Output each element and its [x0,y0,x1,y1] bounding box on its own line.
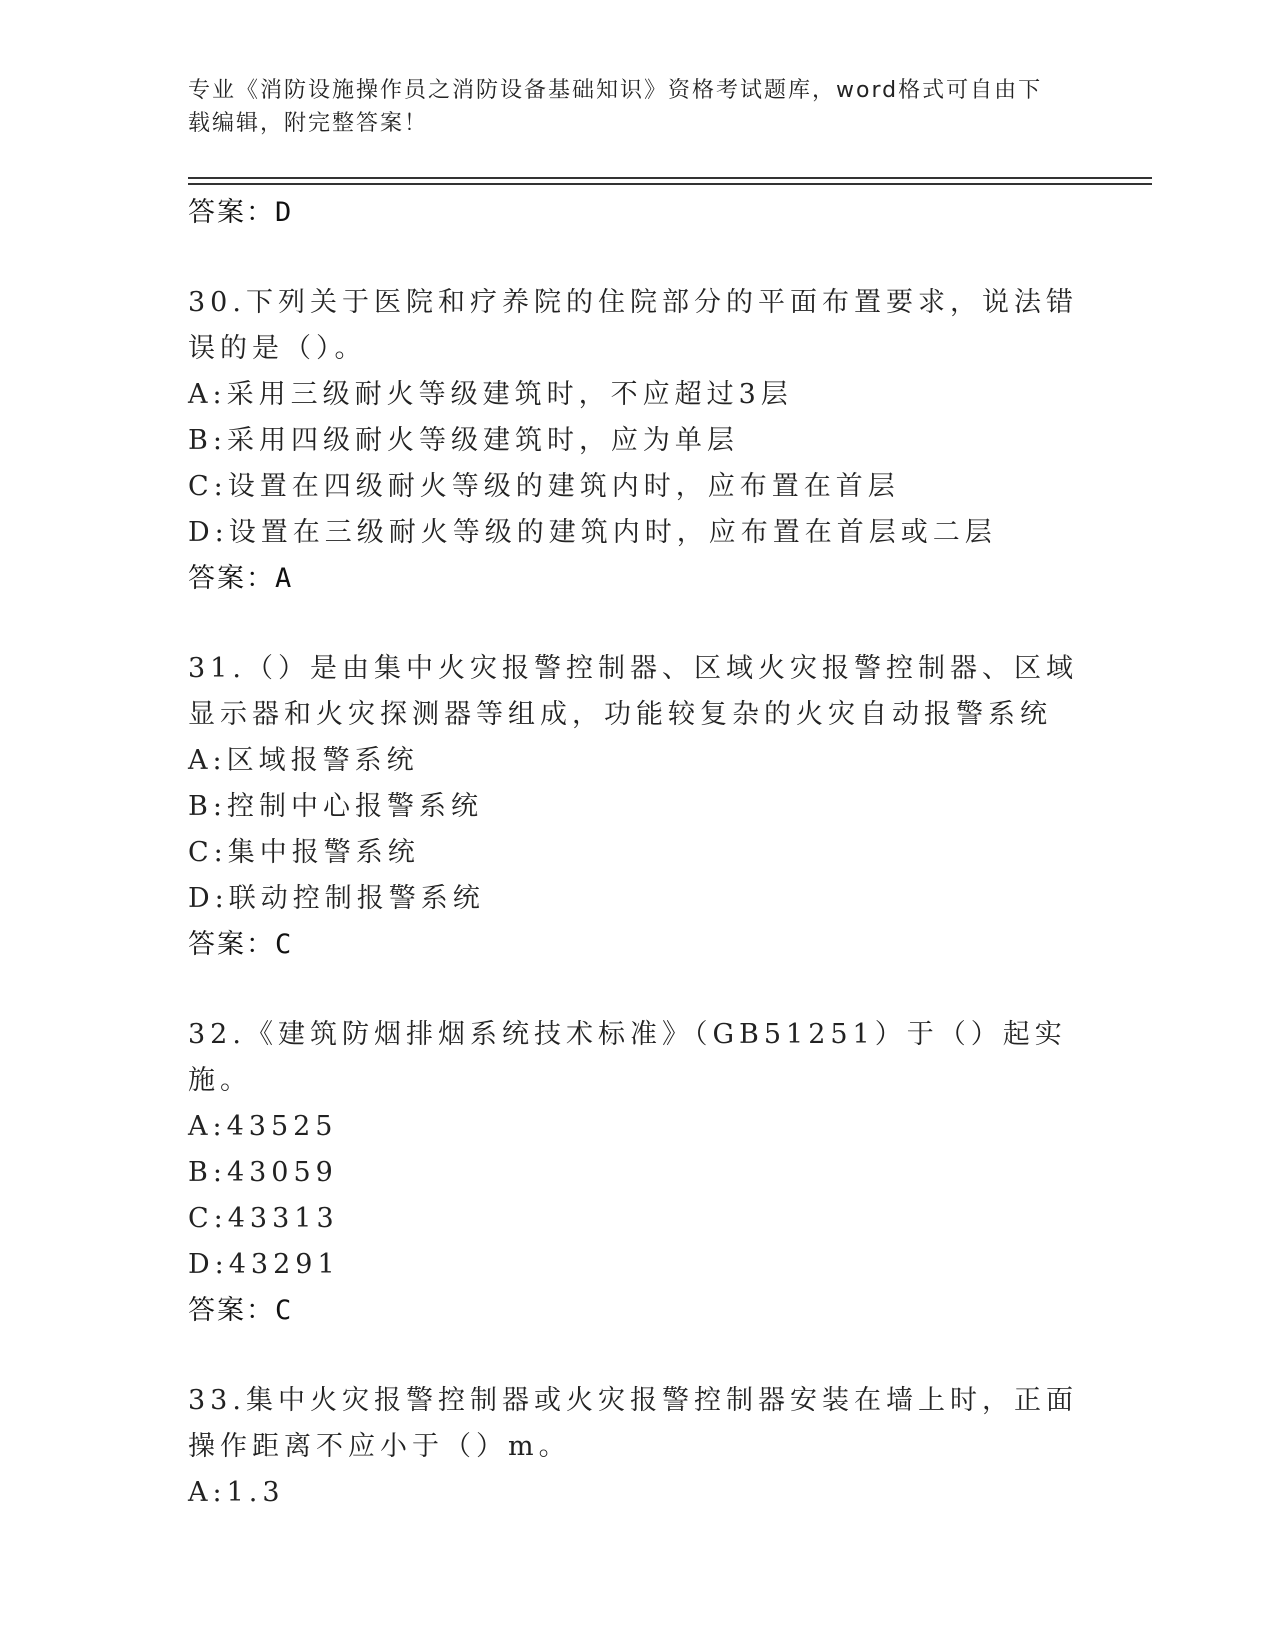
header-line-1: 专业《消防设施操作员之消防设备基础知识》资格考试题库，word格式可自由下 [188,78,1043,103]
answer-label: 答案： [188,197,275,228]
question-text: 31.（）是由集中火灾报警控制器、区域火灾报警控制器、区域显示器和火灾探测器等组成，功能较复杂的火灾自动报警系统 [188,653,1078,730]
option-d: D:设置在三级耐火等级的建筑内时，应布置在首层或二层 [188,517,997,548]
option-c: C:43313 [188,1203,339,1234]
answer-value: A [275,563,292,594]
question-31 [188,646,1148,968]
question-answer [188,922,1148,968]
option-b: B:43059 [188,1157,338,1188]
option-c: C:集中报警系统 [188,837,420,868]
question-answer [188,1288,1148,1334]
option-d: D:联动控制报警系统 [188,883,485,914]
option-a: A:43525 [188,1111,338,1142]
answer-value: C [275,929,292,960]
question-30 [188,280,1148,602]
question-33 [188,1378,1148,1516]
option-a: A:1.3 [188,1477,285,1508]
option-b: B:控制中心报警系统 [188,791,483,822]
answer-value: D [275,197,292,228]
previous-answer [188,190,1148,236]
option-b: B:采用四级耐火等级建筑时，应为单层 [188,425,739,456]
question-32 [188,1012,1148,1334]
page-header [188,74,1088,140]
header-divider-top [188,177,1152,179]
question-list [188,190,1148,1516]
question-text: 33.集中火灾报警控制器或火灾报警控制器安装在墙上时，正面操作距离不应小于（）m。 [188,1385,1078,1462]
option-a: A:采用三级耐火等级建筑时，不应超过3层 [188,379,793,410]
header-divider-bottom [188,183,1152,185]
answer-label: 答案： [188,563,275,594]
question-text: 30.下列关于医院和疗养院的住院部分的平面布置要求，说法错误的是（）。 [188,287,1078,364]
option-c: C:设置在四级耐火等级的建筑内时，应布置在首层 [188,471,900,502]
question-answer [188,556,1148,602]
option-d: D:43291 [188,1249,340,1280]
header-line-2: 载编辑，附完整答案！ [188,111,429,136]
option-a: A:区域报警系统 [188,745,419,776]
question-text: 32.《建筑防烟排烟系统技术标准》（GB51251）于（）起实施。 [188,1019,1067,1096]
answer-label: 答案： [188,929,275,960]
answer-value: C [275,1295,292,1326]
answer-label: 答案： [188,1295,275,1326]
